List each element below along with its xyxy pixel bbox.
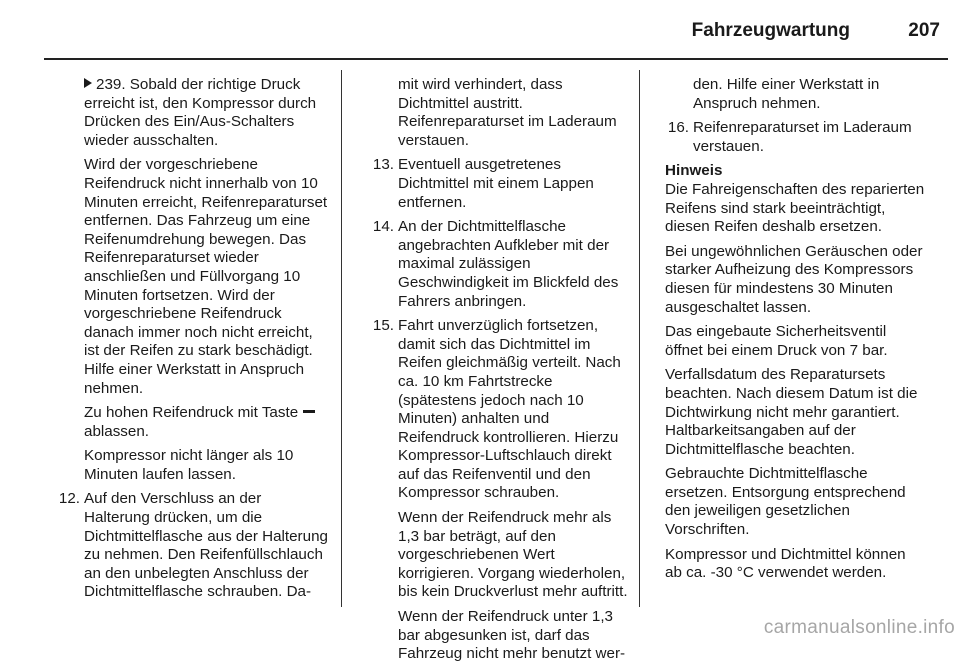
column-divider <box>341 70 342 607</box>
paragraph: Wird der vorgeschriebene Reifendruck nicht innerhalb von 10 Minuten erreicht, Reifenreparaturset entfernen. Das Fahrzeug um eine Reifenumdrehung bewegen. Das Reifenreparaturset wieder anschließen und Füllvorgang 10 Minuten fortsetzen. Wird der vorgeschriebene Reifendruck danach immer noch nicht erreicht, ist der Reifen zu stark beschädigt. Hilfe einer Werkstatt in Anspruch nehmen. <box>84 156 328 397</box>
note-paragraph: Verfallsdatum des Reparatursets beachten. Nach diesem Datum ist die Dichtwirkung nicht mehr garantiert. Haltbarkeitsangaben auf der Dichtmittelflasche beachten. <box>665 366 918 458</box>
paragraph: den. Hilfe einer Werkstatt in Anspruch nehmen. <box>693 76 880 112</box>
note-paragraph: Gebrauchte Dichtmittelflasche ersetzen. Entsorgung entsprechend den jeweiligen gesetzlichen Vorschriften. <box>665 465 906 539</box>
list-item-text: Fahrt unverzüglich fortsetzen, damit sich das Dichtmittel im Reifen gleichmäßig verteilt. Nach ca. 10 km Fahrtstrecke (spätestens jedoch nach 10 Minuten) anhalten und Reifendruck kontrollieren. Hierzu Kompressor-Luftschlauch direkt auf das Reifenventil und den Kompressor schrauben. <box>398 317 621 502</box>
list-item-text: Auf den Verschluss an der Halterung drücken, um die Dichtmittelflasche aus der Halterung zu nehmen. Den Reifenfüllschlauch an den unbelegten Anschluss der Dichtmittelflasche schrauben. Da- <box>84 490 328 601</box>
paragraph-text: Zu hohen Reifendruck mit Taste <box>84 404 299 422</box>
list-item <box>44 490 328 602</box>
list-item-number: 13. <box>372 156 394 174</box>
list-item <box>358 317 628 503</box>
list-item-number: 16. <box>667 119 689 137</box>
page-reference-arrow-icon <box>84 78 92 88</box>
list-item-text: Reifenreparaturset im Laderaum verstauen. <box>693 119 912 155</box>
page-number: 207 <box>908 20 940 41</box>
column-middle <box>358 76 628 670</box>
note-heading: Hinweis <box>665 162 723 180</box>
paragraph: mit wird verhindert, dass Dichtmittel austritt. Reifenreparaturset im Laderaum verstauen. <box>398 76 617 149</box>
column-left <box>44 76 328 608</box>
column-divider <box>639 70 640 607</box>
list-item-number: 14. <box>372 218 394 236</box>
header-rule <box>44 58 948 60</box>
list-item-text: Eventuell ausgetretenes Dichtmittel mit einem Lappen entfernen. <box>398 156 594 211</box>
watermark: carmanualsonline.info <box>763 617 955 638</box>
paragraph <box>44 76 328 150</box>
list-item-text: An der Dichtmittelflasche angebrachten Aufkleber mit der maximal zulässigen Geschwindigkeit im Blickfeld des Fahrers anbringen. <box>398 218 619 310</box>
note-paragraph: Das eingebaute Sicherheitsventil öffnet bei einem Druck von 7 bar. <box>665 323 888 359</box>
page-header-title: Fahrzeugwartung <box>691 20 850 41</box>
list-item <box>653 119 925 156</box>
paragraph: Wenn der Reifendruck unter 1,3 bar abgesunken ist, darf das Fahrzeug nicht mehr benutzt wer- <box>398 608 626 663</box>
column-right <box>653 76 925 589</box>
paragraph: Kompressor nicht länger als 10 Minuten laufen lassen. <box>84 447 294 483</box>
minus-icon <box>303 410 315 413</box>
paragraph <box>44 404 328 441</box>
note-paragraph: Kompressor und Dichtmittel können ab ca. -30 °C verwendet werden. <box>665 545 906 582</box>
list-item <box>358 156 628 212</box>
paragraph-text: 239. Sobald der richtige Druck erreicht ist, den Kompressor durch Drücken des Ein/Aus-Schalters wieder ausschalten. <box>84 76 317 149</box>
note-paragraph: Bei ungewöhnlichen Geräuschen oder starker Aufheizung des Kompressors diesen für mindestens 30 Minuten ausgeschaltet lassen. <box>665 242 923 316</box>
paragraph-text: ablassen. <box>84 422 150 440</box>
list-item <box>358 218 628 311</box>
note-paragraph: Die Fahreigenschaften des reparierten Reifens sind stark beeinträchtigt, diesen Reifen deshalb ersetzen. <box>665 180 925 236</box>
list-item-number: 15. <box>372 317 394 335</box>
list-item-number: 12. <box>58 490 80 508</box>
paragraph: Wenn der Reifendruck mehr als 1,3 bar beträgt, auf den vorgeschriebenen Wert korrigieren. Vorgang wiederholen, bis kein Druckverlust mehr auftritt. <box>398 509 628 601</box>
